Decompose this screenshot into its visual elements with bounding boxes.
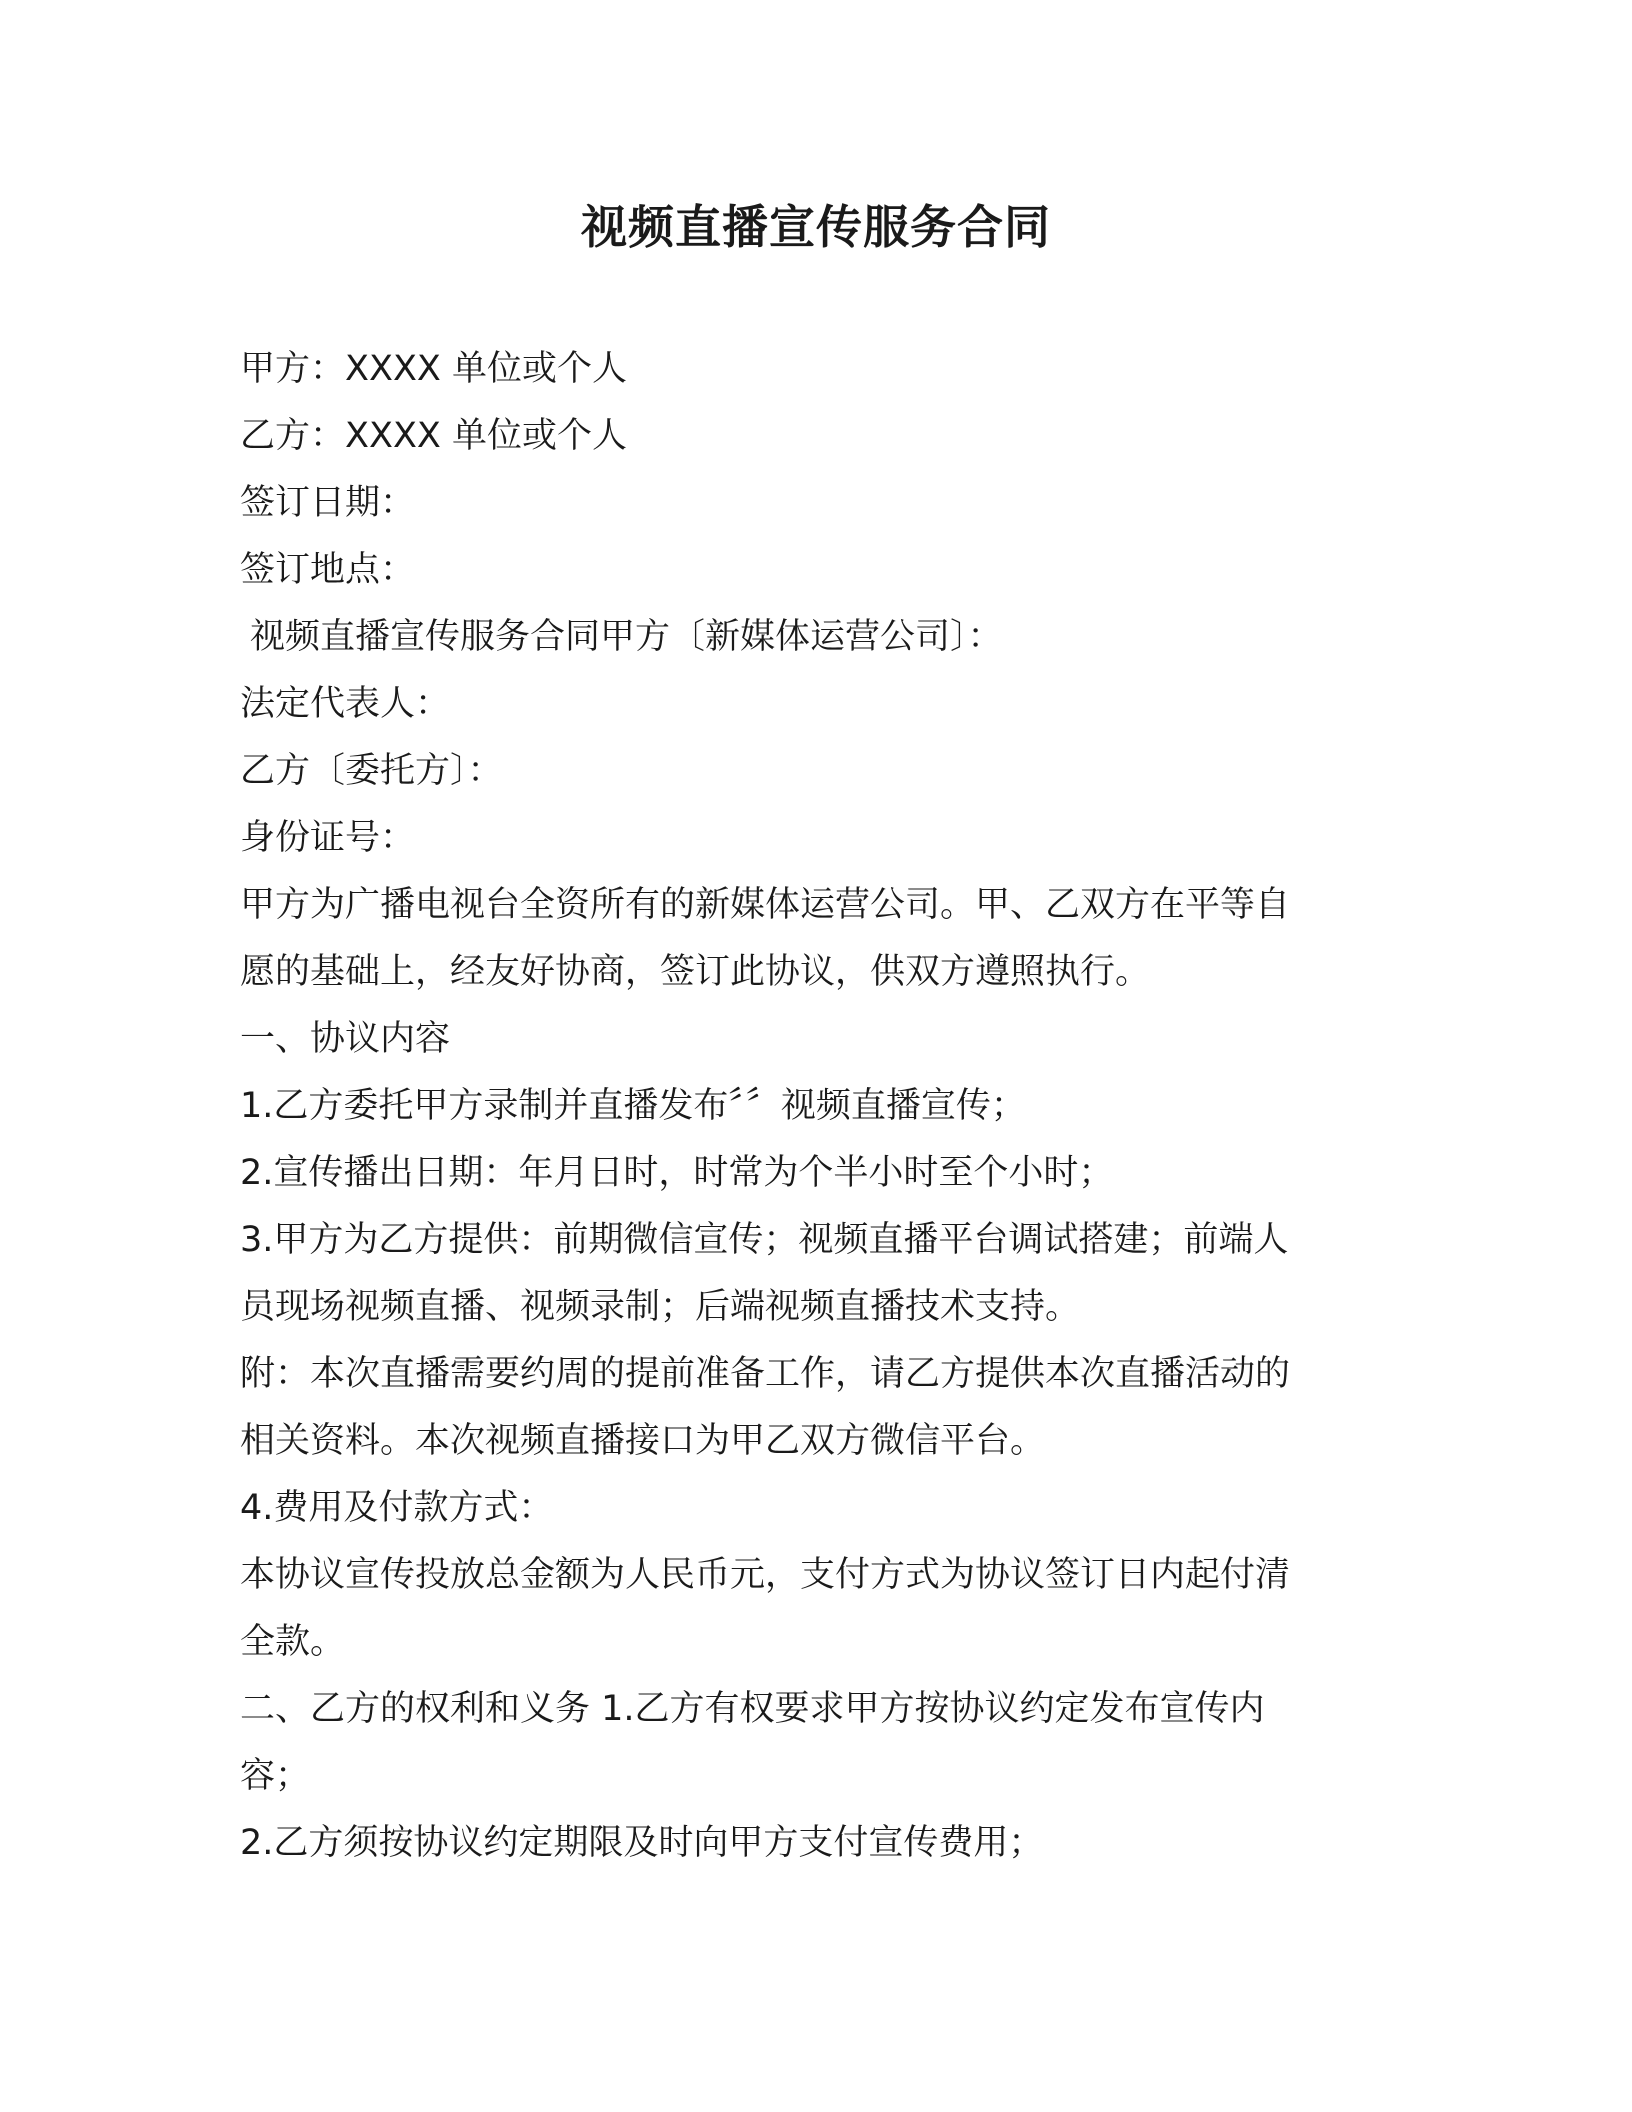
clause-line: 1.乙方委托甲方录制并直播发布〞〞视频直播宣传； bbox=[240, 1086, 1026, 1126]
paragraph-line: 容； bbox=[240, 1756, 311, 1796]
clause-line: 员现场视频直播、视频录制；后端视频直播技术支持。 bbox=[240, 1287, 1081, 1327]
clause-line: 3.甲方为乙方提供：前期微信宣传；视频直播平台调试搭建；前端人 bbox=[240, 1220, 1289, 1260]
signing-date-line: 签订日期： bbox=[240, 483, 416, 523]
section-heading: 一、协议内容 bbox=[240, 1019, 451, 1059]
paragraph-line: 全款。 bbox=[240, 1622, 346, 1662]
party-b-line: 乙方：XXXX 单位或个人 bbox=[240, 416, 628, 456]
party-a-line: 甲方：XXXX 单位或个人 bbox=[240, 349, 628, 389]
contract-party-a-line: 视频直播宣传服务合同甲方〔新媒体运营公司〕： bbox=[250, 617, 1003, 657]
paragraph-line: 本协议宣传投放总金额为人民币元，支付方式为协议签订日内起付清 bbox=[240, 1555, 1291, 1595]
legal-representative-line: 法定代表人： bbox=[240, 684, 451, 724]
clause-line: 2.宣传播出日期：年月日时，时常为个半小时至个小时； bbox=[240, 1153, 1114, 1193]
section-heading: 二、乙方的权利和义务 1.乙方有权要求甲方按协议约定发布宣传内 bbox=[240, 1689, 1265, 1729]
paragraph-line: 愿的基础上，经友好协商，签订此协议，供双方遵照执行。 bbox=[240, 952, 1151, 992]
id-number-line: 身份证号： bbox=[240, 818, 416, 858]
paragraph-line: 甲方为广播电视台全资所有的新媒体运营公司。甲、乙双方在平等自 bbox=[240, 885, 1291, 925]
document-title: 视频直播宣传服务合同 bbox=[581, 200, 1051, 254]
note-line: 附：本次直播需要约周的提前准备工作，请乙方提供本次直播活动的 bbox=[240, 1354, 1291, 1394]
clause-line: 4.费用及付款方式： bbox=[240, 1488, 554, 1528]
signing-place-line: 签订地点： bbox=[240, 550, 416, 590]
party-b-client-line: 乙方〔委托方〕： bbox=[240, 751, 503, 791]
document-body bbox=[240, 336, 1360, 1877]
clause-line: 2.乙方须按协议约定期限及时向甲方支付宣传费用； bbox=[240, 1823, 1044, 1863]
note-line: 相关资料。本次视频直播接口为甲乙双方微信平台。 bbox=[240, 1421, 1046, 1461]
